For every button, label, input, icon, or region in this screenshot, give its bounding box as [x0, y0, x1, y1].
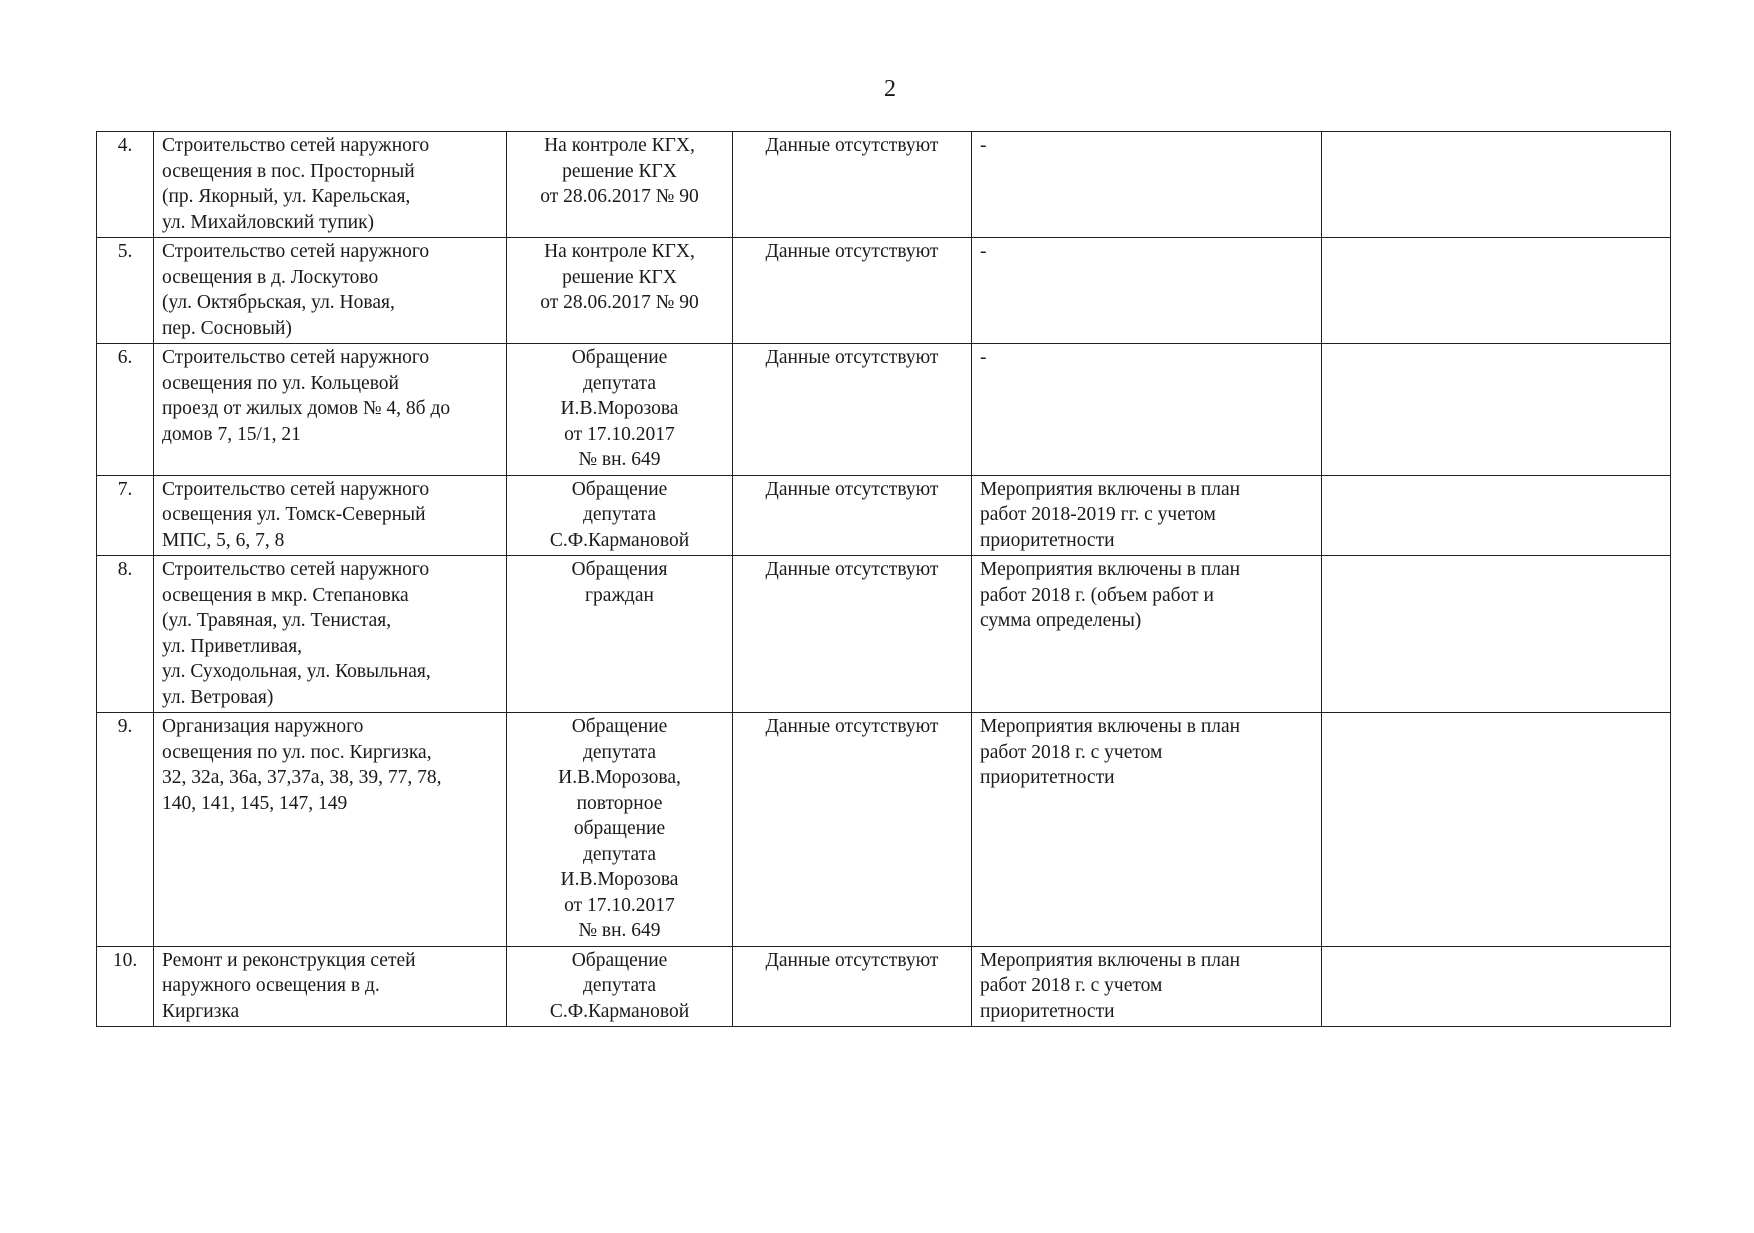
basis-line: На контроле КГХ, — [544, 135, 695, 156]
desc-line: (ул. Травяная, ул. Тенистая, — [162, 610, 392, 631]
action-note — [972, 946, 1322, 1027]
desc-line: Ремонт и реконструкция сетей — [162, 949, 416, 971]
row-number: 7. — [97, 475, 154, 556]
work-description — [154, 344, 507, 476]
basis-line: № вн. 649 — [578, 449, 661, 470]
desc-line: 140, 141, 145, 147, 149 — [162, 792, 348, 814]
action-note — [972, 713, 1322, 947]
desc-line: (пр. Якорный, ул. Карельская, — [162, 186, 411, 207]
note-line: работ 2018-2019 гг. с учетом — [980, 504, 1216, 525]
table-row — [97, 713, 1671, 947]
basis-line: депутата — [582, 975, 657, 996]
empty-cell — [1322, 475, 1671, 556]
basis-line: депутата — [582, 504, 657, 525]
action-note — [972, 475, 1322, 556]
desc-line: освещения ул. Томск-Северный — [162, 504, 426, 525]
basis-line: обращение — [573, 818, 666, 839]
request-basis — [507, 475, 733, 556]
desc-line: Строительство сетей наружного — [162, 559, 430, 580]
desc-line: МПС, 5, 6, 7, 8 — [162, 529, 285, 551]
empty-cell — [1322, 132, 1671, 238]
basis-line: Обращение — [571, 716, 668, 737]
row-number: 9. — [97, 713, 154, 947]
desc-line: пер. Сосновый) — [162, 317, 292, 339]
desc-line: домов 7, 15/1, 21 — [162, 423, 301, 445]
basis-line: На контроле КГХ, — [544, 241, 695, 262]
desc-line: освещения по ул. пос. Киргизка, — [162, 741, 432, 763]
note-line: - — [980, 241, 987, 262]
basis-line: С.Ф.Кармановой — [549, 1000, 690, 1022]
row-number: 4. — [97, 132, 154, 238]
action-note — [972, 132, 1322, 238]
empty-cell — [1322, 556, 1671, 713]
data-status: Данные отсутствуют — [733, 713, 972, 947]
basis-line: повторное — [576, 792, 663, 814]
desc-line: освещения в д. Лоскутово — [162, 266, 379, 288]
data-status: Данные отсутствуют — [733, 556, 972, 713]
note-line: работ 2018 г. (объем работ и — [980, 584, 1214, 606]
work-description — [154, 946, 507, 1027]
empty-cell — [1322, 713, 1671, 947]
basis-line: депутата — [582, 372, 657, 394]
basis-line: депутата — [582, 741, 657, 763]
registry-table — [96, 131, 1671, 1027]
data-status: Данные отсутствуют — [733, 132, 972, 238]
empty-cell — [1322, 344, 1671, 476]
basis-line: от 28.06.2017 № 90 — [540, 292, 699, 313]
note-line: Мероприятия включены в план — [980, 559, 1241, 580]
work-description — [154, 132, 507, 238]
request-basis — [507, 713, 733, 947]
row-number: 8. — [97, 556, 154, 713]
basis-line: от 28.06.2017 № 90 — [540, 186, 699, 207]
data-status: Данные отсутствуют — [733, 238, 972, 344]
action-note — [972, 344, 1322, 476]
empty-cell — [1322, 946, 1671, 1027]
page-number: 2 — [884, 76, 896, 102]
desc-line: Строительство сетей наружного — [162, 135, 430, 156]
desc-line: Киргизка — [162, 1000, 240, 1022]
note-line: работ 2018 г. с учетом — [980, 741, 1163, 763]
request-basis — [507, 556, 733, 713]
table-row — [97, 238, 1671, 344]
note-line: приоритетности — [980, 767, 1115, 788]
request-basis — [507, 946, 733, 1027]
note-line: Мероприятия включены в план — [980, 716, 1241, 737]
data-status: Данные отсутствуют — [733, 475, 972, 556]
basis-line: № вн. 649 — [578, 920, 661, 941]
action-note — [972, 238, 1322, 344]
desc-line: Строительство сетей наружного — [162, 241, 430, 262]
desc-line: Организация наружного — [162, 716, 364, 737]
basis-line: от 17.10.2017 — [564, 423, 675, 445]
basis-line: решение КГХ — [562, 266, 677, 288]
desc-line: ул. Ветровая) — [162, 686, 274, 708]
data-status: Данные отсутствуют — [733, 946, 972, 1027]
action-note — [972, 556, 1322, 713]
work-description — [154, 713, 507, 947]
note-line: работ 2018 г. с учетом — [980, 975, 1163, 996]
request-basis — [507, 344, 733, 476]
note-line: - — [980, 347, 987, 368]
basis-line: Обращения — [571, 559, 668, 580]
desc-line: освещения в пос. Просторный — [162, 160, 415, 182]
data-status: Данные отсутствуют — [733, 344, 972, 476]
desc-line: наружного освещения в д. — [162, 975, 380, 996]
table-row — [97, 344, 1671, 476]
basis-line: И.В.Морозова — [560, 398, 679, 419]
note-line: Мероприятия включены в план — [980, 478, 1241, 500]
basis-line: Обращение — [571, 347, 668, 368]
note-line: - — [980, 135, 987, 156]
desc-line: (ул. Октябрьская, ул. Новая, — [162, 292, 395, 313]
desc-line: освещения по ул. Кольцевой — [162, 372, 399, 394]
table-row — [97, 946, 1671, 1027]
note-line: приоритетности — [980, 529, 1115, 551]
work-description — [154, 556, 507, 713]
note-line: приоритетности — [980, 1000, 1115, 1022]
row-number: 6. — [97, 344, 154, 476]
note-line: Мероприятия включены в план — [980, 949, 1241, 971]
note-line: сумма определены) — [980, 610, 1142, 631]
basis-line: Обращение — [571, 478, 668, 500]
desc-line: ул. Михайловский тупик) — [162, 211, 375, 233]
empty-cell — [1322, 238, 1671, 344]
basis-line: депутата — [582, 843, 657, 865]
table-row — [97, 132, 1671, 238]
table-row — [97, 475, 1671, 556]
desc-line: Строительство сетей наружного — [162, 478, 430, 500]
work-description — [154, 475, 507, 556]
work-description — [154, 238, 507, 344]
basis-line: Обращение — [571, 949, 668, 971]
request-basis — [507, 132, 733, 238]
desc-line: 32, 32а, 36а, 37,37а, 38, 39, 77, 78, — [162, 767, 442, 788]
basis-line: И.В.Морозова — [560, 869, 679, 890]
table-row — [97, 556, 1671, 713]
basis-line: решение КГХ — [562, 160, 677, 182]
basis-line: граждан — [585, 584, 654, 606]
row-number: 5. — [97, 238, 154, 344]
request-basis — [507, 238, 733, 344]
desc-line: проезд от жилых домов № 4, 8б до — [162, 398, 451, 419]
row-number: 10. — [97, 946, 154, 1027]
desc-line: освещения в мкр. Степановка — [162, 584, 409, 606]
basis-line: от 17.10.2017 — [564, 894, 675, 916]
desc-line: ул. Суходольная, ул. Ковыльная, — [162, 661, 431, 682]
desc-line: ул. Приветливая, — [162, 635, 303, 657]
basis-line: И.В.Морозова, — [558, 767, 681, 788]
basis-line: С.Ф.Кармановой — [549, 529, 690, 551]
desc-line: Строительство сетей наружного — [162, 347, 430, 368]
